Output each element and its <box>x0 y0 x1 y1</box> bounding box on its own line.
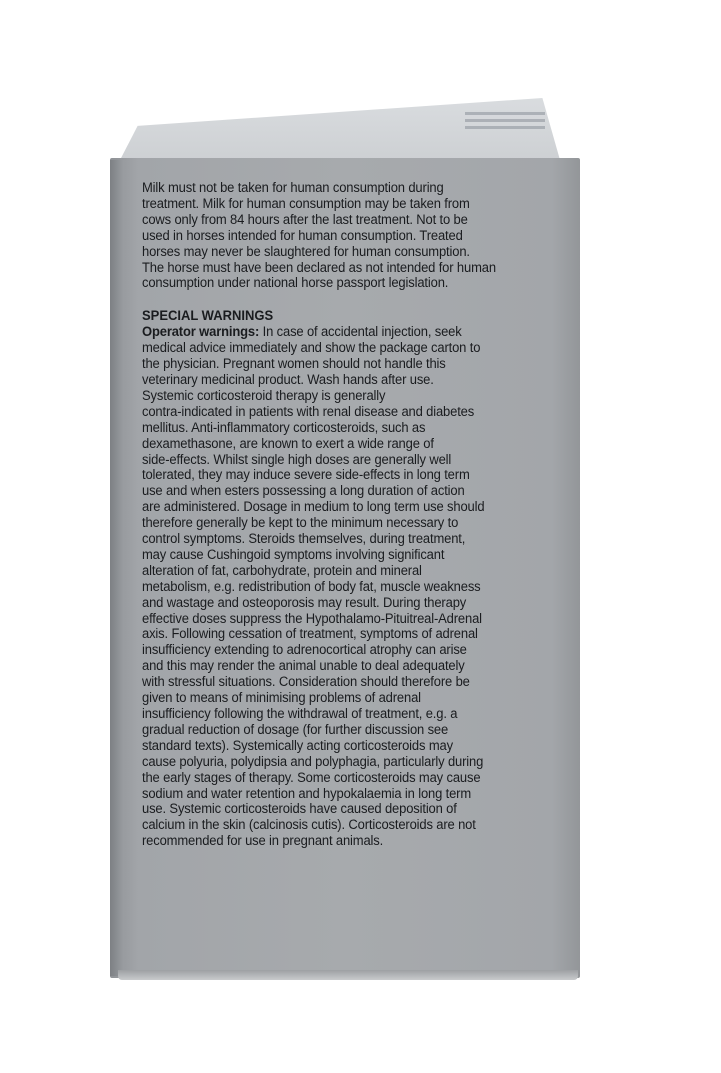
carton-bottom-edge <box>118 970 578 980</box>
carton-top-print-marks <box>465 108 545 148</box>
withdrawal-paragraph: Milk must not be taken for human consumption during treatment. Milk for human consumption may be taken from cows only from 84 hours after the last treatment. Not to be used in horses intended for human consumption. Treated horses may never be slaughtered for human consumption. The horse must have been declared as not intended for human consumption under national horse passport legislation. <box>142 180 496 291</box>
carton-left-edge <box>110 160 124 976</box>
operator-warnings-text: In case of accidental injection, seek medical advice immediately and show the package carton to the physician. Pregnant women should not handle this veterinary medicinal product. Wash hands after use. Systemic corticosteroid therapy is generally contra-indicated in patients with renal disease and diabetes mellitus. Anti-inflammatory corticosteroids, such as dexamethasone, are known to exert a wide range of side-effects. Whilst single high doses are generally well tolerated, they may induce severe side-effects in long term use and when esters possessing a long duration of action are administered. Dosage in medium to long term use should therefore generally be kept to the minimum necessary to control symptoms. Steroids themselves, during treatment, may cause Cushingoid symptoms involving significant alteration of fat, carbohydrate, protein and mineral metabolism, e.g. redistribution of body fat, muscle weakness and wastage and osteoporosis may result. During therapy effective doses suppress the Hypothalamo-Pituitreal-Adrenal axis. Following cessation of treatment, symptoms of adrenal insufficiency extending to adrenocortical atrophy can arise and this may render the animal unable to deal adequately with stressful situations. Consideration should therefore be given to means of minimising problems of adrenal insufficiency following the withdrawal of treatment, e.g. a gradual reduction of dosage (for further discussion see standard texts). Systemically acting corticosteroids may cause polyuria, polydipsia and polyphagia, particularly during the early stages of therapy. Some corticosteroids may cause sodium and water retention and hypokalaemia in long term use. Systemic corticosteroids have caused deposition of calcium in the skin (calcinosis cutis). Corticosteroids are not recommended for use in pregnant animals. <box>142 324 485 849</box>
carton-label-text <box>142 180 549 849</box>
special-warnings-heading: SPECIAL WARNINGS <box>142 308 274 324</box>
paragraph-gap <box>142 291 549 308</box>
operator-warnings-paragraph <box>142 324 549 849</box>
operator-warnings-label: Operator warnings: <box>142 324 260 340</box>
